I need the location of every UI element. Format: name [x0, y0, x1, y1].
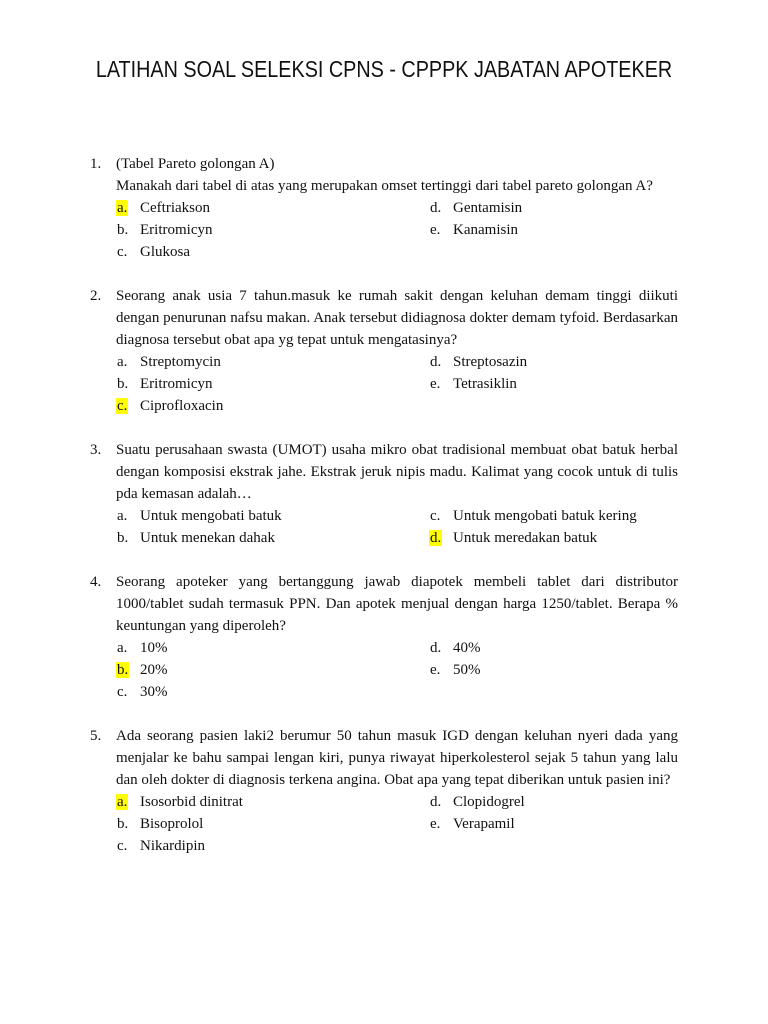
- option-b: [116, 659, 429, 681]
- question-text: Seorang apoteker yang bertanggung jawab diapotek membeli tablet dari distributor 1000/tablet sudah termasuk PPN. Dan apotek menjual dengan harga 1250/tablet. Berapa % keuntungan yang diperoleh?: [116, 574, 678, 634]
- option-text: 50%: [453, 662, 481, 678]
- option-text: 20%: [140, 662, 168, 678]
- option-d: [429, 351, 678, 373]
- option-text: Ceftriakson: [140, 200, 210, 216]
- option-a: [116, 197, 429, 219]
- option-text: Gentamisin: [453, 200, 523, 216]
- option-text: Untuk mengobati batuk: [140, 508, 282, 524]
- option-letter: e.: [430, 662, 441, 678]
- question-number: 5.: [90, 728, 102, 744]
- option-text: Clopidogrel: [453, 794, 525, 810]
- question-number: 1.: [90, 156, 102, 172]
- option-letter: b.: [117, 376, 129, 392]
- question-number: 2.: [90, 288, 102, 304]
- option-text: Untuk meredakan batuk: [453, 530, 598, 546]
- option-c: [116, 241, 429, 263]
- answer-options: [116, 505, 678, 549]
- option-text: Ciprofloxacin: [140, 398, 224, 414]
- option-d: [429, 791, 678, 813]
- option-a: [116, 505, 429, 527]
- option-letter: d.: [430, 640, 442, 656]
- question-number: 4.: [90, 574, 102, 590]
- option-text: Isosorbid dinitrat: [140, 794, 243, 810]
- option-c: [116, 681, 429, 703]
- option-d: [429, 197, 678, 219]
- answer-options: [116, 197, 678, 263]
- option-text: Eritromicyn: [140, 376, 213, 392]
- option-letter: d.: [430, 530, 442, 546]
- option-text: Streptomycin: [140, 354, 221, 370]
- option-letter: b.: [117, 816, 129, 832]
- option-b: [116, 219, 429, 241]
- option-a: [116, 637, 429, 659]
- option-e: [429, 373, 678, 395]
- option-c: [429, 505, 678, 527]
- option-letter: b.: [117, 222, 129, 238]
- option-b: [116, 373, 429, 395]
- option-letter: e.: [430, 816, 441, 832]
- option-text: Untuk mengobati batuk kering: [453, 508, 637, 524]
- answer-options: [116, 637, 678, 703]
- question-number: 3.: [90, 442, 102, 458]
- option-d: [429, 527, 678, 549]
- option-letter: a.: [117, 640, 128, 656]
- question-1: [90, 153, 678, 263]
- option-letter: e.: [430, 376, 441, 392]
- option-text: Tetrasiklin: [453, 376, 517, 392]
- option-e: [429, 659, 678, 681]
- question-5: [90, 725, 678, 857]
- option-c: [116, 395, 429, 417]
- option-letter: c.: [430, 508, 441, 524]
- option-letter: c.: [117, 398, 128, 414]
- option-b: [116, 813, 429, 835]
- option-e: [429, 219, 678, 241]
- option-text: Streptosazin: [453, 354, 528, 370]
- option-letter: d.: [430, 200, 442, 216]
- question-4: [90, 571, 678, 703]
- option-letter: a.: [117, 200, 128, 216]
- option-letter: a.: [117, 354, 128, 370]
- option-c: [116, 835, 429, 857]
- option-d: [429, 637, 678, 659]
- question-text: Suatu perusahaan swasta (UMOT) usaha mikro obat tradisional membuat obat batuk herbal dengan komposisi ekstrak jahe. Ekstrak jeruk nipis madu. Kalimat yang cocok untuk di tulis pda kemasan adalah…: [116, 442, 678, 502]
- option-letter: e.: [430, 222, 441, 238]
- option-letter: b.: [117, 530, 129, 546]
- option-letter: c.: [117, 244, 128, 260]
- option-text: 40%: [453, 640, 481, 656]
- option-text: 10%: [140, 640, 168, 656]
- option-a: [116, 351, 429, 373]
- option-letter: b.: [117, 662, 129, 678]
- option-text: Bisoprolol: [140, 816, 204, 832]
- option-text: Nikardipin: [140, 838, 205, 854]
- page-title: LATIHAN SOAL SELEKSI CPNS - CPPPK JABATAN APOTEKER: [95, 56, 673, 82]
- option-a: [116, 791, 429, 813]
- answer-options: [116, 351, 678, 417]
- option-letter: a.: [117, 794, 128, 810]
- question-3: [90, 439, 678, 549]
- option-text: Eritromicyn: [140, 222, 213, 238]
- answer-options: [116, 791, 678, 857]
- option-letter: c.: [117, 684, 128, 700]
- question-text: Ada seorang pasien laki2 berumur 50 tahun masuk IGD dengan keluhan nyeri dada yang menjalar ke bahu sampai lengan kiri, punya riwayat hiperkolesterol sejak 5 tahun yang lalu dan oleh dokter di diagnosis terkena angina. Obat apa yang tepat diberikan untuk pasien ini?: [116, 728, 678, 788]
- question-2: [90, 285, 678, 417]
- question-list: [90, 153, 678, 879]
- option-text: Kanamisin: [453, 222, 518, 238]
- question-text: (Tabel Pareto golongan A) Manakah dari tabel di atas yang merupakan omset tertinggi dari tabel pareto golongan A?: [116, 156, 653, 194]
- option-letter: c.: [117, 838, 128, 854]
- option-text: Untuk menekan dahak: [140, 530, 275, 546]
- question-text: Seorang anak usia 7 tahun.masuk ke rumah sakit dengan keluhan demam tinggi diikuti dengan penurunan nafsu makan. Anak tersebut didiagnosa dokter demam tyfoid. Berdasarkan diagnosa tersebut obat apa yg tepat untuk mengatasinya?: [116, 288, 678, 348]
- option-letter: d.: [430, 794, 442, 810]
- option-e: [429, 813, 678, 835]
- option-b: [116, 527, 429, 549]
- option-text: 30%: [140, 684, 168, 700]
- option-text: Verapamil: [453, 816, 515, 832]
- option-text: Glukosa: [140, 244, 190, 260]
- option-letter: d.: [430, 354, 442, 370]
- option-letter: a.: [117, 508, 128, 524]
